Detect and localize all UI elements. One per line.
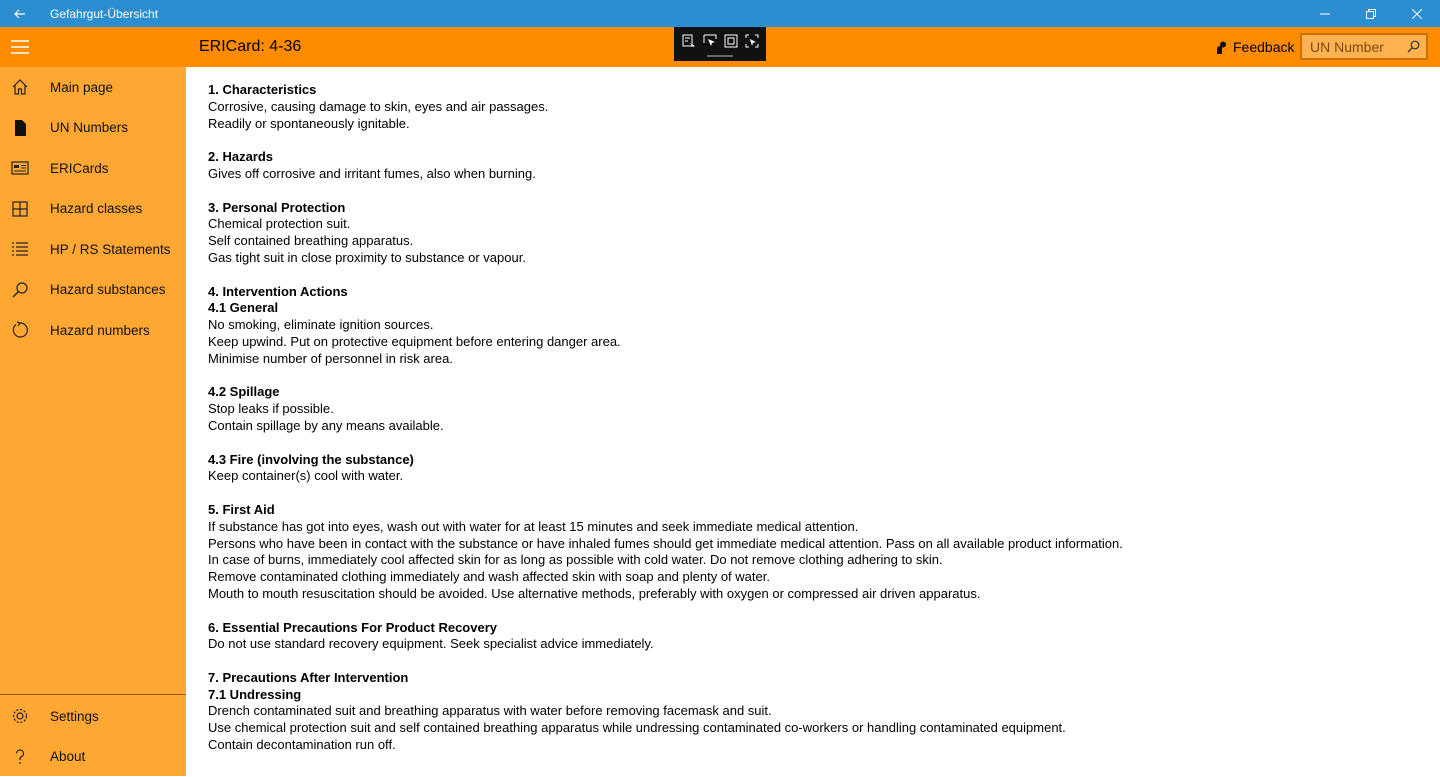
section-heading: 7. Precautions After Intervention [208, 669, 409, 685]
nav-item-hazard-numbers[interactable] [0, 310, 186, 350]
section-line: Persons who have been in contact with the substance or have inhaled fumes should get immediate medical attention. Pass on all available product information. [208, 535, 1123, 551]
nav-item-hp-rs-statements[interactable] [0, 229, 186, 269]
close-button[interactable] [1394, 0, 1440, 27]
section-line: Keep upwind. Put on protective equipment before entering danger area. [208, 333, 621, 349]
section-line: Do not use standard recovery equipment. Seek specialist advice immediately. [208, 636, 654, 652]
section-line: Self contained breathing apparatus. [208, 233, 414, 249]
feedback-label: Feedback [1233, 39, 1295, 55]
nav-item-hazard-substances[interactable] [0, 270, 186, 310]
feedback-button[interactable] [1215, 39, 1294, 55]
search-icon [0, 270, 40, 310]
restore-icon [1366, 9, 1376, 19]
menu-button[interactable] [0, 27, 40, 67]
hamburger-icon [11, 40, 29, 54]
section-line: Corrosive, causing damage to skin, eyes and air passages. [208, 98, 549, 114]
nav-item-label: UN Numbers [50, 120, 129, 135]
nav-item-label: ERICards [50, 160, 109, 176]
feedback-icon [1215, 41, 1228, 54]
section-line: No smoking, eliminate ignition sources. [208, 317, 434, 333]
section-line: Chemical protection suit. [208, 216, 351, 232]
layout-adorners-icon[interactable] [724, 34, 738, 48]
nav-item-label: Hazard numbers [50, 322, 150, 338]
nav-item-settings[interactable] [0, 696, 186, 736]
minimize-icon [1320, 9, 1330, 19]
page-title: ERICard: 4-36 [199, 38, 302, 55]
toolbar-drag-handle[interactable] [707, 55, 733, 57]
refresh-icon [0, 310, 40, 350]
section-subheading: 7.1 Undressing [208, 686, 302, 702]
section-personal-protection [208, 200, 1428, 267]
section-line: Contain spillage by any means available. [208, 417, 444, 433]
nav-item-label: Hazard classes [50, 201, 143, 216]
nav-item-ericards[interactable] [0, 148, 186, 188]
section-product-recovery [208, 620, 1428, 654]
section-line: Keep container(s) cool with water. [208, 468, 404, 484]
window-title: Gefahrgut-Übersicht [50, 6, 159, 21]
section-line: Stop leaks if possible. [208, 401, 334, 417]
card-icon [0, 148, 40, 188]
navigation-pane [0, 67, 186, 776]
window-titlebar [0, 0, 1440, 27]
home-icon [0, 67, 40, 107]
section-line: Readily or spontaneously ignitable. [208, 115, 410, 131]
section-heading: 4.3 Fire (involving the substance) [208, 451, 414, 467]
section-line: Gas tight suit in close proximity to substance or vapour. [208, 249, 526, 265]
section-line: Gives off corrosive and irritant fumes, also when burning. [208, 165, 536, 181]
section-first-aid [208, 502, 1428, 603]
nav-divider [0, 694, 186, 695]
ericard-content [208, 82, 1428, 771]
document-icon [0, 108, 40, 148]
gear-icon [0, 696, 40, 736]
section-line: In case of burns, immediately cool affected skin for as long as possible with cold water. Do not remove clothing adhering to skin. [208, 552, 943, 568]
section-heading: 4.2 Spillage [208, 384, 280, 400]
nav-item-hazard-classes[interactable] [0, 189, 186, 229]
search-icon[interactable] [1407, 40, 1420, 53]
section-line: Remove contaminated clothing immediately and wash affected skin with soap and plenty of water. [208, 569, 770, 585]
nav-item-un-numbers[interactable] [0, 108, 186, 148]
section-line: If substance has got into eyes, wash out with water for at least 15 minutes and seek immediate medical attention. [208, 518, 859, 534]
list-icon [0, 229, 40, 269]
nav-item-label: About [50, 749, 86, 764]
back-button[interactable] [0, 0, 40, 27]
section-characteristics [208, 82, 1428, 132]
grid-icon [0, 189, 40, 229]
arrow-left-icon [14, 8, 26, 20]
close-icon [1412, 9, 1422, 19]
question-icon [0, 737, 40, 777]
un-number-search[interactable] [1300, 33, 1428, 60]
section-heading: 3. Personal Protection [208, 199, 346, 215]
nav-item-label: Settings [50, 708, 99, 724]
section-intervention-actions [208, 284, 1428, 368]
nav-item-label: Main page [50, 79, 114, 95]
restore-button[interactable] [1348, 0, 1394, 27]
section-after-intervention [208, 670, 1428, 754]
track-focus-icon[interactable] [745, 34, 759, 48]
section-line: Mouth to mouth resuscitation should be avoided. Use alternative methods, preferably with oxygen or compressed air driven apparatus. [208, 585, 981, 601]
section-line: Contain decontamination run off. [208, 737, 396, 753]
section-heading: 5. First Aid [208, 501, 275, 517]
live-tree-icon[interactable] [682, 34, 696, 48]
section-heading: 1. Characteristics [208, 82, 317, 97]
section-fire [208, 452, 1428, 486]
nav-item-label: Hazard substances [50, 282, 166, 297]
section-spillage [208, 384, 1428, 434]
search-input[interactable] [1302, 39, 1402, 55]
nav-item-label: HP / RS Statements [50, 241, 171, 257]
section-line: Drench contaminated suit and breathing apparatus with water before removing facemask and suit. [208, 703, 772, 719]
section-heading: 6. Essential Precautions For Product Recovery [208, 619, 497, 635]
nav-item-about[interactable] [0, 737, 186, 777]
nav-item-main-page[interactable] [0, 67, 186, 107]
section-line: Minimise number of personnel in risk area. [208, 350, 453, 366]
section-heading: 2. Hazards [208, 149, 274, 165]
section-heading: 4. Intervention Actions [208, 283, 348, 299]
debug-toolbar [674, 27, 766, 61]
section-line: Use chemical protection suit and self contained breathing apparatus while undressing contaminated co-workers or handling contaminated equipment. [208, 720, 1066, 736]
minimize-button[interactable] [1302, 0, 1348, 27]
section-hazards [208, 149, 1428, 183]
section-subheading: 4.1 General [208, 300, 279, 316]
select-element-icon[interactable] [703, 34, 717, 48]
